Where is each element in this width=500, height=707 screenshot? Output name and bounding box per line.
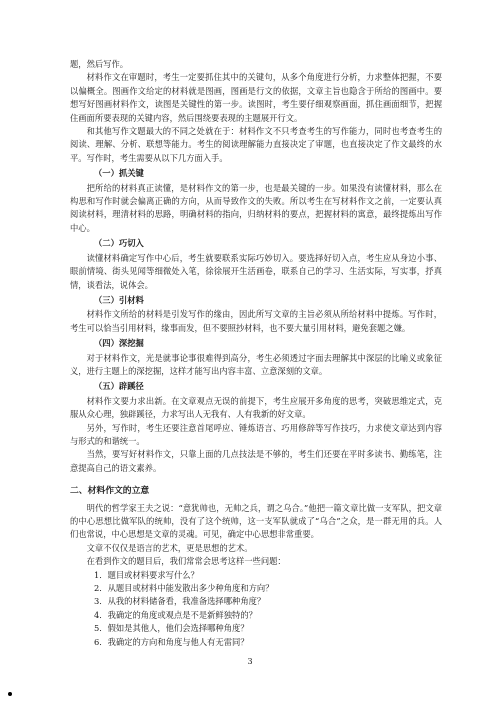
subsection-paragraph: 对于材料作文，光是就事论事很难得到高分，考生必须透过字面去理解其中深层的比喻义或象征义，进行主题上的深挖掘，这样才能写出内容丰富、立意深刻的文章。 <box>70 352 442 376</box>
subsection-paragraph: 材料作文所给的材料是引发写作的缘由，因此所写文章的主旨必须从所给材料中提炼。写作时，考生可以恰当引用材料，缘事而发，但不要照抄材料，也不要大量引用材料，避免套题之嫌。 <box>70 309 442 333</box>
section-paragraph: 明代的哲学家王夫之说：“意犹帅也，无帅之兵，谓之乌合。”他把一篇文章比做一支军队，把文章的中心思想比做军队的统帅，没有了这个统帅，这一支军队就成了“乌合”之众，是一群无用的兵。人们也常说，中心思想是文章的灵魂。可见，确定中心思想非常重要。 <box>70 502 442 540</box>
subsection-paragraph: 另外，写作时，考生还要注意首尾呼应、锤炼语言、巧用修辞等写作技巧，力求使文章达到内容与形式的和谐统一。 <box>70 422 442 446</box>
paragraph-continuation: 题，然后写作。 <box>70 59 129 69</box>
subsection-paragraph: 读懂材料确定写作中心后，考生就要联系实际巧妙切入。要选择好切入点，考生应从身边小事、眼前情境、街头见闻等细微处入笔，徐徐展开生活画卷，联系自己的学习、生活实际，写实事，抒真情，谈看法，说体会。 <box>70 252 442 290</box>
subsection-paragraph: 把所给的材料真正读懂，是材料作文的第一步，也是最关键的一步。如果没有读懂材料，那么在构思和写作时就会偏离正确的方向，从而导致作文的失败。所以考生在写材料作文之前，一定要认真阅读材料，理清材料的思路，明确材料的指向，归纳材料的要点，把握材料的寓意，最终提炼出写作中心。 <box>70 182 442 233</box>
list-item: 6．我确定的方向和角度与他人有无雷同？ <box>94 636 249 647</box>
margin-dot <box>8 692 12 696</box>
list-item: 5．假如是其他人，他们会选择哪种角度？ <box>94 623 249 634</box>
question-list <box>70 569 442 649</box>
list-item: 3．从我的材料储备看，我准备选择哪种角度？ <box>94 596 266 607</box>
subsection-paragraph: 材料作文要力求出新。在文章观点无误的前提下，考生应展开多角度的思考，突破思维定式，克服从众心理，独辟蹊径，力求写出人无我有、人有我新的好文章。 <box>70 395 442 420</box>
page-number: 3 <box>247 657 253 666</box>
subsection-heading: （四）深挖掘 <box>94 338 144 349</box>
paragraph-material-review: 材料作文在审题时，考生一定要抓住其中的关键句，从多个角度进行分析，力求整体把握，不要以偏概全。图画作文给定的材料就是图画，图画是行文的依据，文章主旨也隐含于所给的图画中。要想写好图画材料作文，读图是关键性的第一步。读图时，考生要仔细观察画面，抓住画面细节，把握住画面所要表现的关键内容，然后围绕要表现的主题展开行文。 <box>70 72 442 123</box>
subsection-heading: （二）巧切入 <box>94 238 144 249</box>
list-item: 2．从题目或材料中能发散出多少种角度和方向？ <box>94 583 274 594</box>
section-paragraph: 文章不仅仅是语言的艺术，更是思想的艺术。 <box>86 542 253 553</box>
subsection-heading: （一）抓关键 <box>94 168 144 179</box>
paragraph-difference: 和其他写作文题最大的不同之处就在于：材料作文不只考查考生的写作能力，同时也考查考生的阅读、理解、分析、联想等能力。考生的阅读理解能力直接决定了审题，也直接决定了作文最终的水平。写作时，考生需要从以下几方面入手。 <box>70 126 442 163</box>
page-content <box>70 58 442 649</box>
section-heading: 二、材料作文的立意 <box>70 486 150 497</box>
subsection-paragraph: 当然，要写好材料作文，只靠上面的几点技法是不够的，考生们还要在平时多读书、勤练笔，注意提高自己的语文素养。 <box>70 449 442 473</box>
subsection-heading: （三）引材料 <box>94 294 144 305</box>
list-item: 4．我确定的角度或观点是不是新鲜独特的？ <box>94 609 257 620</box>
section-paragraph: 在看到作文的题目后，我们常常会思考这样一些问题： <box>86 556 286 567</box>
subsection-heading: （五）辟蹊径 <box>94 381 144 392</box>
list-item: 1．题目或材料要求写什么？ <box>94 569 199 580</box>
